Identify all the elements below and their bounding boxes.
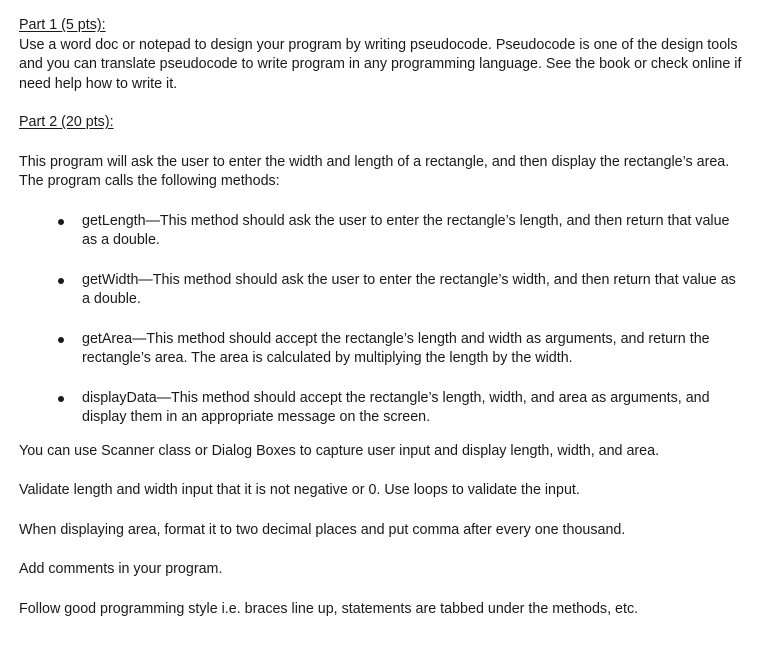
part2-intro: This program will ask the user to enter the width and length of a rectangle, and then display the rectangle’s area. The program calls the following methods: bbox=[19, 153, 730, 189]
document-page bbox=[19, 16, 744, 619]
list-item-getlength bbox=[19, 212, 744, 251]
note-input-method: You can use Scanner class or Dialog Boxes to capture user input and display length, width, and area. bbox=[19, 442, 660, 459]
list-item-getarea bbox=[19, 330, 744, 369]
method-description: getLength—This method should ask the user to enter the rectangle’s length, and then return that value as a double. bbox=[82, 212, 730, 248]
method-description: displayData—This method should accept the rectangle’s length, width, and area as arguments, and display them in an appropriate message on the screen. bbox=[82, 389, 710, 425]
method-description: getArea—This method should accept the rectangle’s length and width as arguments, and return the rectangle’s area. The area is calculated by multiplying the length by the width. bbox=[82, 330, 710, 366]
note-style: Follow good programming style i.e. braces line up, statements are tabbed under the methods, etc. bbox=[19, 600, 639, 617]
list-item-displaydata bbox=[19, 389, 744, 428]
list-item-getwidth bbox=[19, 271, 744, 310]
part2-section bbox=[19, 113, 744, 619]
note-formatting: When displaying area, format it to two decimal places and put comma after every one thousand. bbox=[19, 521, 626, 538]
part1-heading: Part 1 (5 pts): bbox=[19, 17, 106, 33]
note-comments: Add comments in your program. bbox=[19, 561, 223, 577]
bullet-icon bbox=[58, 278, 64, 284]
methods-list bbox=[19, 212, 744, 428]
part1-section bbox=[19, 16, 744, 94]
method-description: getWidth—This method should ask the user to enter the rectangle’s width, and then return that value as a double. bbox=[82, 271, 736, 307]
note-validation: Validate length and width input that it is not negative or 0. Use loops to validate the input. bbox=[19, 482, 580, 498]
bullet-icon bbox=[58, 337, 64, 343]
part1-text: Use a word doc or notepad to design your program by writing pseudocode. Pseudocode is one of the design tools and you can translate pseudocode to write program in any programming language. See the book or check online if need help how to write it. bbox=[19, 36, 742, 92]
part2-heading: Part 2 (20 pts): bbox=[19, 114, 114, 130]
bullet-icon bbox=[58, 396, 64, 402]
bullet-icon bbox=[58, 219, 64, 225]
